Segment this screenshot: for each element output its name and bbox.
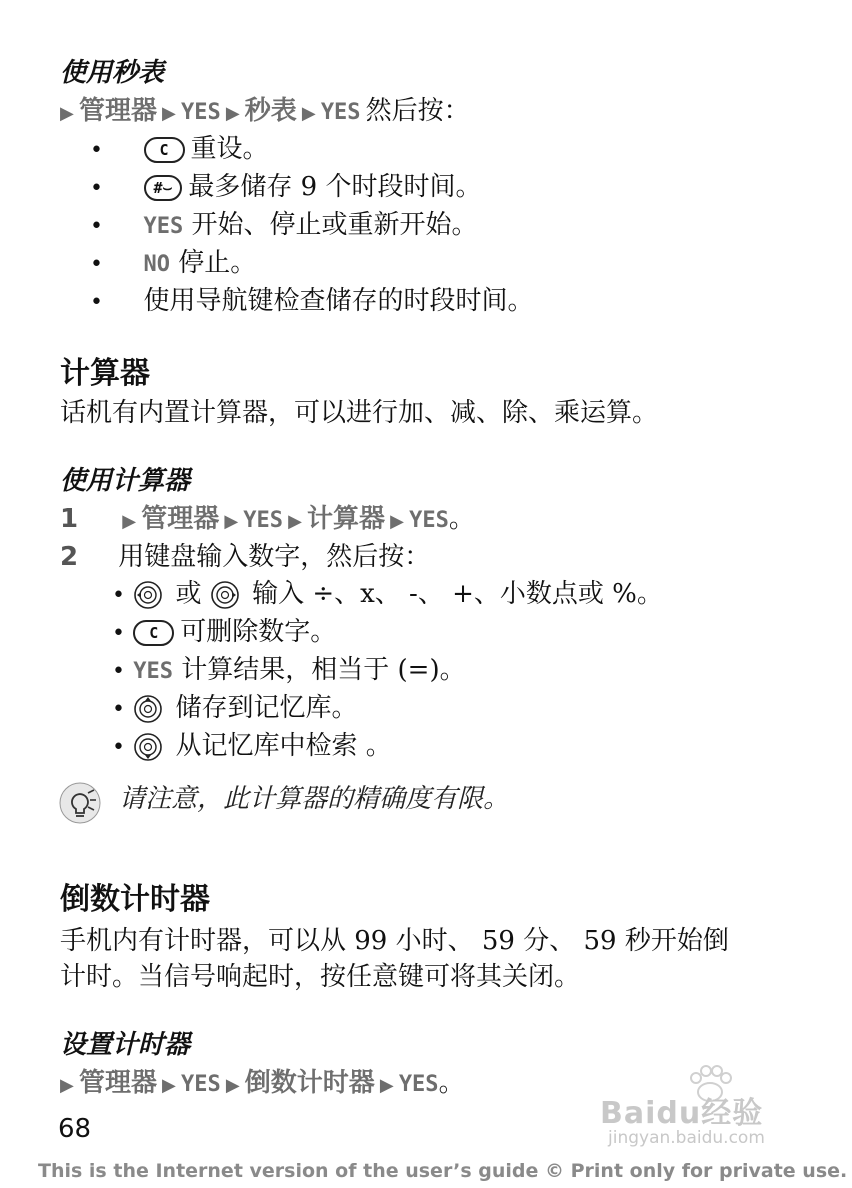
list-item xyxy=(90,166,482,203)
calculator-step-2 xyxy=(60,536,430,573)
set-timer-heading: 设置计时器 xyxy=(60,1030,191,1060)
arrow-right-icon: ▶ xyxy=(224,511,239,532)
step-text: 用键盘输入数字，然后按： xyxy=(118,542,431,572)
watermark-url: jingyan.baidu.com xyxy=(608,1128,765,1148)
bullet-icon: • xyxy=(90,138,103,163)
arrow-right-icon: ▶ xyxy=(225,103,240,124)
watermark-brand: Baidu经验 xyxy=(600,1096,764,1131)
or-text: 或 xyxy=(175,579,202,609)
list-item xyxy=(112,687,358,724)
bullet-icon: • xyxy=(90,290,103,315)
navigation-key-right-icon xyxy=(210,580,240,610)
yes-key-label: YES xyxy=(398,1072,439,1097)
yes-key-label: YES xyxy=(180,1072,221,1097)
yes-key-label: YES xyxy=(180,100,221,125)
tip-lightbulb-icon xyxy=(58,781,102,825)
arrow-right-icon: ▶ xyxy=(379,1075,394,1096)
hash-key-icon: #⌣ xyxy=(144,175,183,201)
c-key-icon: C xyxy=(144,137,185,163)
path-item: 管理器 xyxy=(141,504,220,534)
bullet-icon: • xyxy=(112,621,125,646)
timer-intro-line-1: 手机内有计时器，可以从 99 小时、 59 分、 59 秒开始倒 xyxy=(60,926,729,956)
path-tail: 然后按： xyxy=(365,96,470,126)
list-item xyxy=(90,128,269,165)
yes-key-label: YES xyxy=(409,508,449,533)
no-key-label: NO xyxy=(143,252,171,277)
calculator-heading: 计算器 xyxy=(60,356,150,391)
bullet-icon: • xyxy=(112,659,125,684)
arrow-right-icon: ▶ xyxy=(60,103,74,124)
yes-key-label: YES xyxy=(133,659,173,684)
stopwatch-heading: 使用秒表 xyxy=(60,58,165,88)
list-item xyxy=(90,242,256,279)
tip-note xyxy=(58,778,509,825)
list-item-text: 储存到记忆库。 xyxy=(175,693,358,723)
navigation-key-left-icon xyxy=(133,580,163,610)
bullet-icon: • xyxy=(90,176,103,201)
yes-key-label: YES xyxy=(320,100,361,125)
list-item-text: 输入 ÷、x、 -、 +、小数点或 %。 xyxy=(252,579,663,609)
bullet-icon: • xyxy=(90,252,103,277)
list-item xyxy=(112,725,392,762)
stopwatch-menu-path xyxy=(60,90,470,127)
list-item xyxy=(90,204,478,241)
arrow-right-icon: ▶ xyxy=(60,1075,74,1096)
arrow-right-icon: ▶ xyxy=(390,511,404,532)
bullet-icon: • xyxy=(90,214,103,239)
path-item: 计算器 xyxy=(307,504,386,534)
bullet-icon: • xyxy=(112,697,125,722)
arrow-right-icon: ▶ xyxy=(122,511,137,532)
timer-intro-line-2: 计时。当信号响起时，按任意键可将其关闭。 xyxy=(60,962,581,992)
list-item-text: 使用导航键检查储存的时段时间。 xyxy=(143,286,534,316)
bullet-icon: • xyxy=(112,735,125,760)
list-item-text: 重设。 xyxy=(190,134,269,164)
arrow-right-icon: ▶ xyxy=(225,1075,240,1096)
list-item xyxy=(112,573,663,610)
list-item xyxy=(90,280,534,317)
bullet-icon: • xyxy=(112,583,125,608)
yes-key-label: YES xyxy=(243,508,284,533)
list-item-text: 开始、停止或重新开始。 xyxy=(191,210,478,240)
list-item-text: 可删除数字。 xyxy=(180,617,337,647)
list-item xyxy=(112,649,466,686)
arrow-right-icon: ▶ xyxy=(301,103,316,124)
list-item xyxy=(112,611,336,648)
list-item-text: 停止。 xyxy=(178,248,257,278)
page-number: 68 xyxy=(58,1114,92,1144)
use-calculator-heading: 使用计算器 xyxy=(60,466,191,496)
navigation-key-up-icon xyxy=(133,694,163,724)
footer-note: This is the Internet version of the user’s guide © Print only for private use. xyxy=(38,1160,848,1182)
navigation-key-down-icon xyxy=(133,732,163,762)
arrow-right-icon: ▶ xyxy=(288,511,302,532)
c-key-icon: C xyxy=(133,620,174,646)
path-item: 管理器 xyxy=(78,96,157,126)
arrow-right-icon: ▶ xyxy=(162,103,176,124)
path-item: 倒数计时器 xyxy=(244,1068,375,1098)
path-item: 管理器 xyxy=(78,1068,157,1098)
calculator-step-1 xyxy=(60,498,475,535)
list-item-text: 最多储存 9 个时段时间。 xyxy=(188,172,482,202)
arrow-right-icon: ▶ xyxy=(162,1075,176,1096)
tip-text: 请注意，此计算器的精确度有限。 xyxy=(119,784,510,814)
calculator-intro: 话机有内置计算器，可以进行加、减、除、乘运算。 xyxy=(60,398,659,428)
list-item-text: 计算结果，相当于 (=)。 xyxy=(181,655,466,685)
timer-heading: 倒数计时器 xyxy=(60,882,210,917)
baidu-watermark xyxy=(600,1064,820,1154)
yes-key-label: YES xyxy=(143,214,184,239)
list-item-text: 从记忆库中检索 。 xyxy=(175,731,392,761)
path-item: 秒表 xyxy=(244,96,297,126)
timer-menu-path xyxy=(60,1062,465,1099)
path-tail: 。 xyxy=(438,1068,465,1098)
path-tail: 。 xyxy=(448,504,475,534)
step-number: 1 xyxy=(60,504,79,534)
step-number: 2 xyxy=(60,542,79,572)
